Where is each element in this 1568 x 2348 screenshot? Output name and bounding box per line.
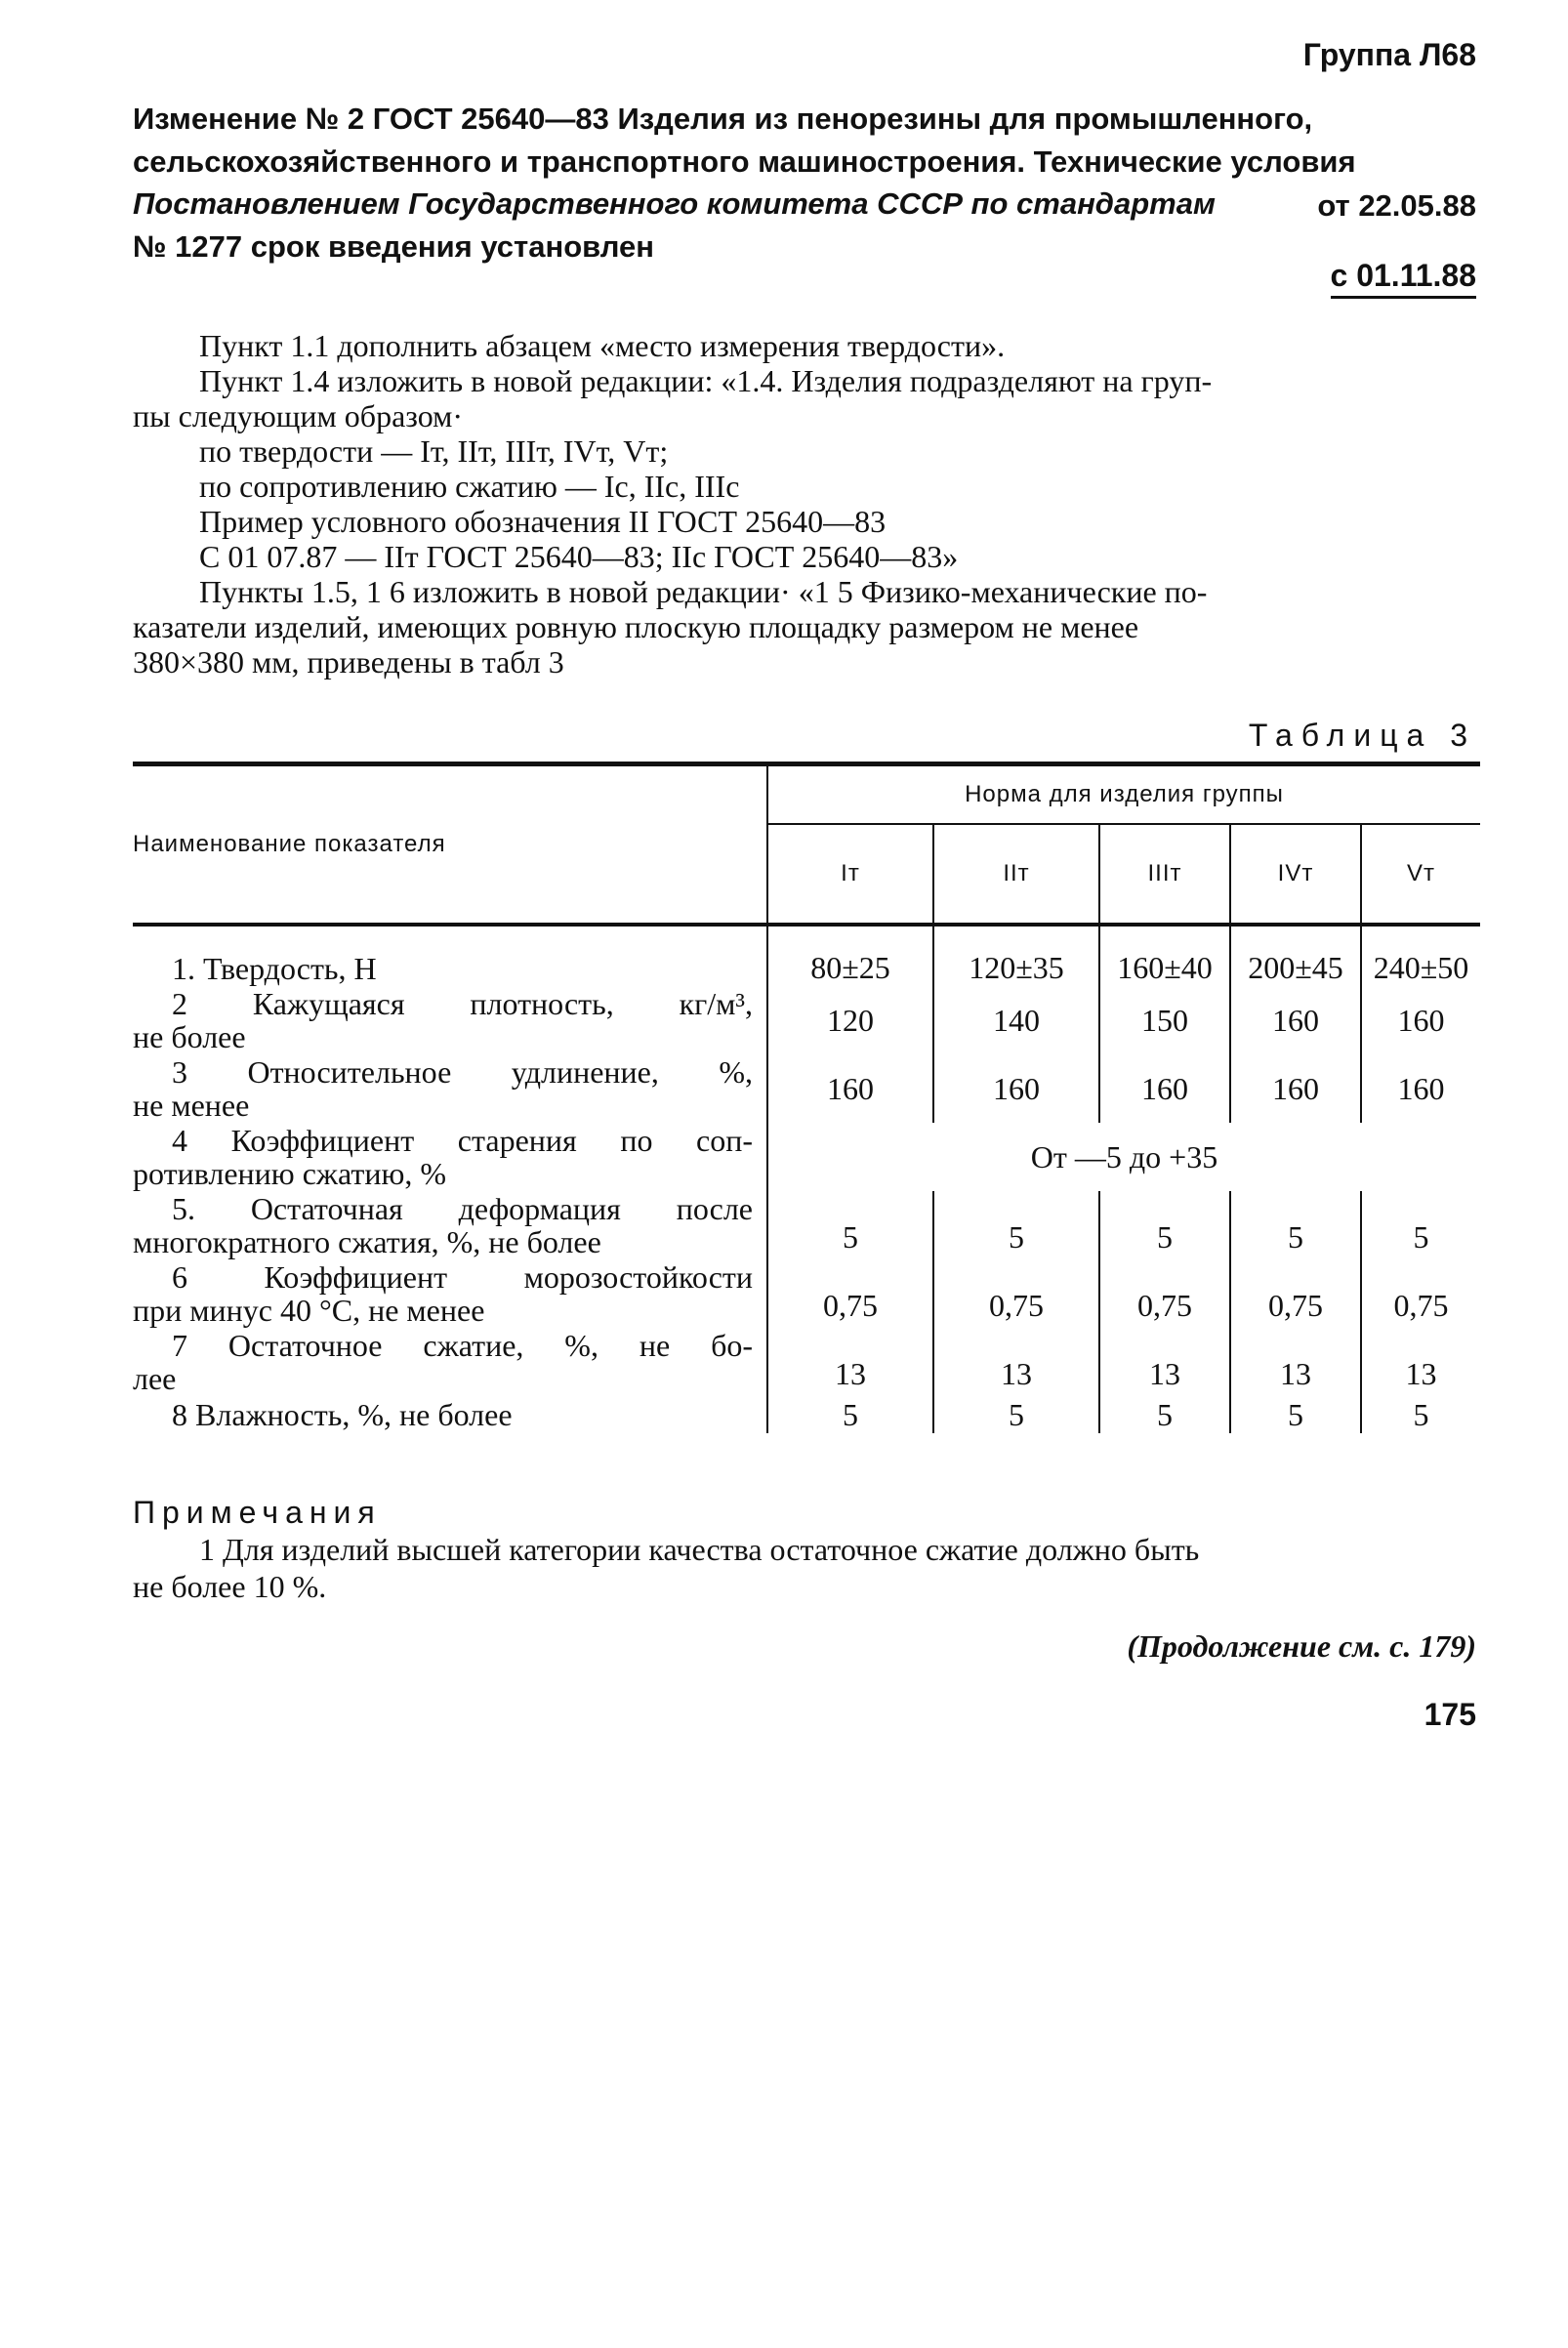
group-header: IVт (1230, 824, 1361, 925)
cell-value: 0,75 (1361, 1259, 1480, 1328)
row-label: 6 Коэффициент морозостойкости при минус 40 °С, не менее (133, 1259, 753, 1328)
decree-line-1 (133, 183, 1472, 226)
cell-value: 13 (1230, 1328, 1361, 1396)
hardness-groups: по твердости — Iт, IIт, IIIт, IVт, Vт; (199, 433, 669, 469)
row-label: 3 Относительное удлинение, %, не менее (133, 1054, 753, 1123)
table-row (133, 1259, 1480, 1328)
paragraph-1-5-line-2: казатели изделий, имеющих ровную плоскую площадку размером не менее (133, 609, 1139, 644)
group-header: IIт (933, 824, 1099, 925)
change-title: Изменение № 2 ГОСТ 25640—83 Изделия из пенорезины для промышленного, сельскохозяйственного и транспортного машиностроения. Технические условия (133, 102, 1356, 179)
page-number: 175 (1424, 1697, 1476, 1732)
paragraph-1-4-line-2: пы следующим образом· (133, 398, 464, 433)
cell-value: 13 (767, 1328, 933, 1396)
decree-line-2: № 1277 срок введения установлен (133, 229, 655, 264)
notes-heading: Примечания (133, 1495, 382, 1530)
note-1-line-1: 1 Для изделий высшей категории качества остаточное сжатие должно быть (199, 1532, 1200, 1567)
continuation-note: (Продолжение см. с. 179) (1127, 1628, 1476, 1664)
table-row (133, 1328, 1480, 1396)
cell-value: 0,75 (1230, 1259, 1361, 1328)
cell-value: 120±35 (933, 925, 1099, 986)
cell-value: 5 (1099, 1396, 1230, 1433)
notes-block (133, 1494, 1472, 1605)
cell-value: 0,75 (933, 1259, 1099, 1328)
group-header: Vт (1361, 824, 1480, 925)
cell-value: 160 (1230, 1054, 1361, 1123)
row-label: 5. Остаточная деформация после многократного сжатия, %, не более (133, 1191, 753, 1259)
cell-value: 80±25 (767, 925, 933, 986)
cell-value: 160 (1361, 986, 1480, 1054)
table-row (133, 1054, 1480, 1123)
cell-value: 0,75 (1099, 1259, 1230, 1328)
row-label: 4 Коэффициент старения по соп- ротивлению сжатию, % (133, 1123, 753, 1191)
table-row (133, 986, 1480, 1054)
cell-value: 140 (933, 986, 1099, 1054)
cell-value: 13 (933, 1328, 1099, 1396)
group-code: Группа Л68 (1302, 37, 1476, 72)
designation-example-2: С 01 07.87 — IIт ГОСТ 25640—83; IIс ГОСТ 25640—83» (199, 539, 959, 574)
cell-value: 150 (1099, 986, 1230, 1054)
decree-text: Постановлением Государственного комитета СССР по стандартам (133, 186, 1216, 221)
cell-value: 5 (933, 1396, 1099, 1433)
paragraph-1-4-line-1: Пункт 1.4 изложить в новой редакции: «1.4. Изделия подразделяют на груп- (199, 363, 1213, 398)
cell-value: 160 (933, 1054, 1099, 1123)
column-name-header: Наименование показателя (133, 764, 767, 926)
cell-value: 5 (767, 1191, 933, 1259)
table-row (133, 1396, 1480, 1433)
cell-value: 5 (933, 1191, 1099, 1259)
cell-value: 5 (767, 1396, 933, 1433)
cell-value: 13 (1361, 1328, 1480, 1396)
decree-date: от 22.05.88 (1317, 188, 1476, 223)
cell-value: 160 (1099, 1054, 1230, 1123)
table-body (133, 925, 1480, 1433)
cell-value: 5 (1361, 1191, 1480, 1259)
cell-value: 160 (1230, 986, 1361, 1054)
table-row (133, 925, 1480, 986)
body-text (133, 328, 1472, 680)
row-label: 2 Кажущаяся плотность, кг/м³, не более (133, 986, 753, 1054)
cell-value: 5 (1230, 1396, 1361, 1433)
table-caption: Таблица 3 (1248, 718, 1476, 753)
table-row (133, 1191, 1480, 1259)
cell-value: 120 (767, 986, 933, 1054)
designation-example: Пример условного обозначения II ГОСТ 25640—83 (199, 504, 887, 539)
norm-header: Норма для изделия группы (767, 764, 1480, 825)
table-header-row-1 (133, 764, 1480, 825)
merged-cell-value: От —5 до +35 (767, 1123, 1480, 1191)
group-header: Iт (767, 824, 933, 925)
cell-value: 240±50 (1361, 925, 1480, 986)
table-row (133, 1123, 1480, 1191)
compression-groups: по сопротивлению сжатию — Iс, IIс, IIIс (199, 469, 740, 504)
paragraph-1-5-line-3: 380×380 мм, приведены в табл 3 (133, 644, 564, 680)
group-header: IIIт (1099, 824, 1230, 925)
paragraph-1-1: Пункт 1.1 дополнить абзацем «место измерения твердости». (199, 328, 1006, 363)
cell-value: 0,75 (767, 1259, 933, 1328)
cell-value: 13 (1099, 1328, 1230, 1396)
cell-value: 5 (1099, 1191, 1230, 1259)
decree-block (133, 183, 1472, 268)
cell-value: 5 (1230, 1191, 1361, 1259)
effective-date: с 01.11.88 (1331, 258, 1476, 299)
cell-value: 160 (767, 1054, 933, 1123)
cell-value: 5 (1361, 1396, 1480, 1433)
row-label: 8 Влажность, %, не более (172, 1397, 513, 1432)
cell-value: 160±40 (1099, 925, 1230, 986)
cell-value: 200±45 (1230, 925, 1361, 986)
row-label: 1. Твердость, Н (172, 950, 377, 986)
properties-table (133, 762, 1480, 1433)
note-1-line-2: не более 10 %. (133, 1569, 327, 1604)
row-label: 7 Остаточное сжатие, %, не бо- лее (133, 1328, 753, 1396)
paragraph-1-5-line-1: Пункты 1.5, 1 6 изложить в новой редакции· «1 5 Физико-механические по- (199, 574, 1208, 609)
cell-value: 160 (1361, 1054, 1480, 1123)
